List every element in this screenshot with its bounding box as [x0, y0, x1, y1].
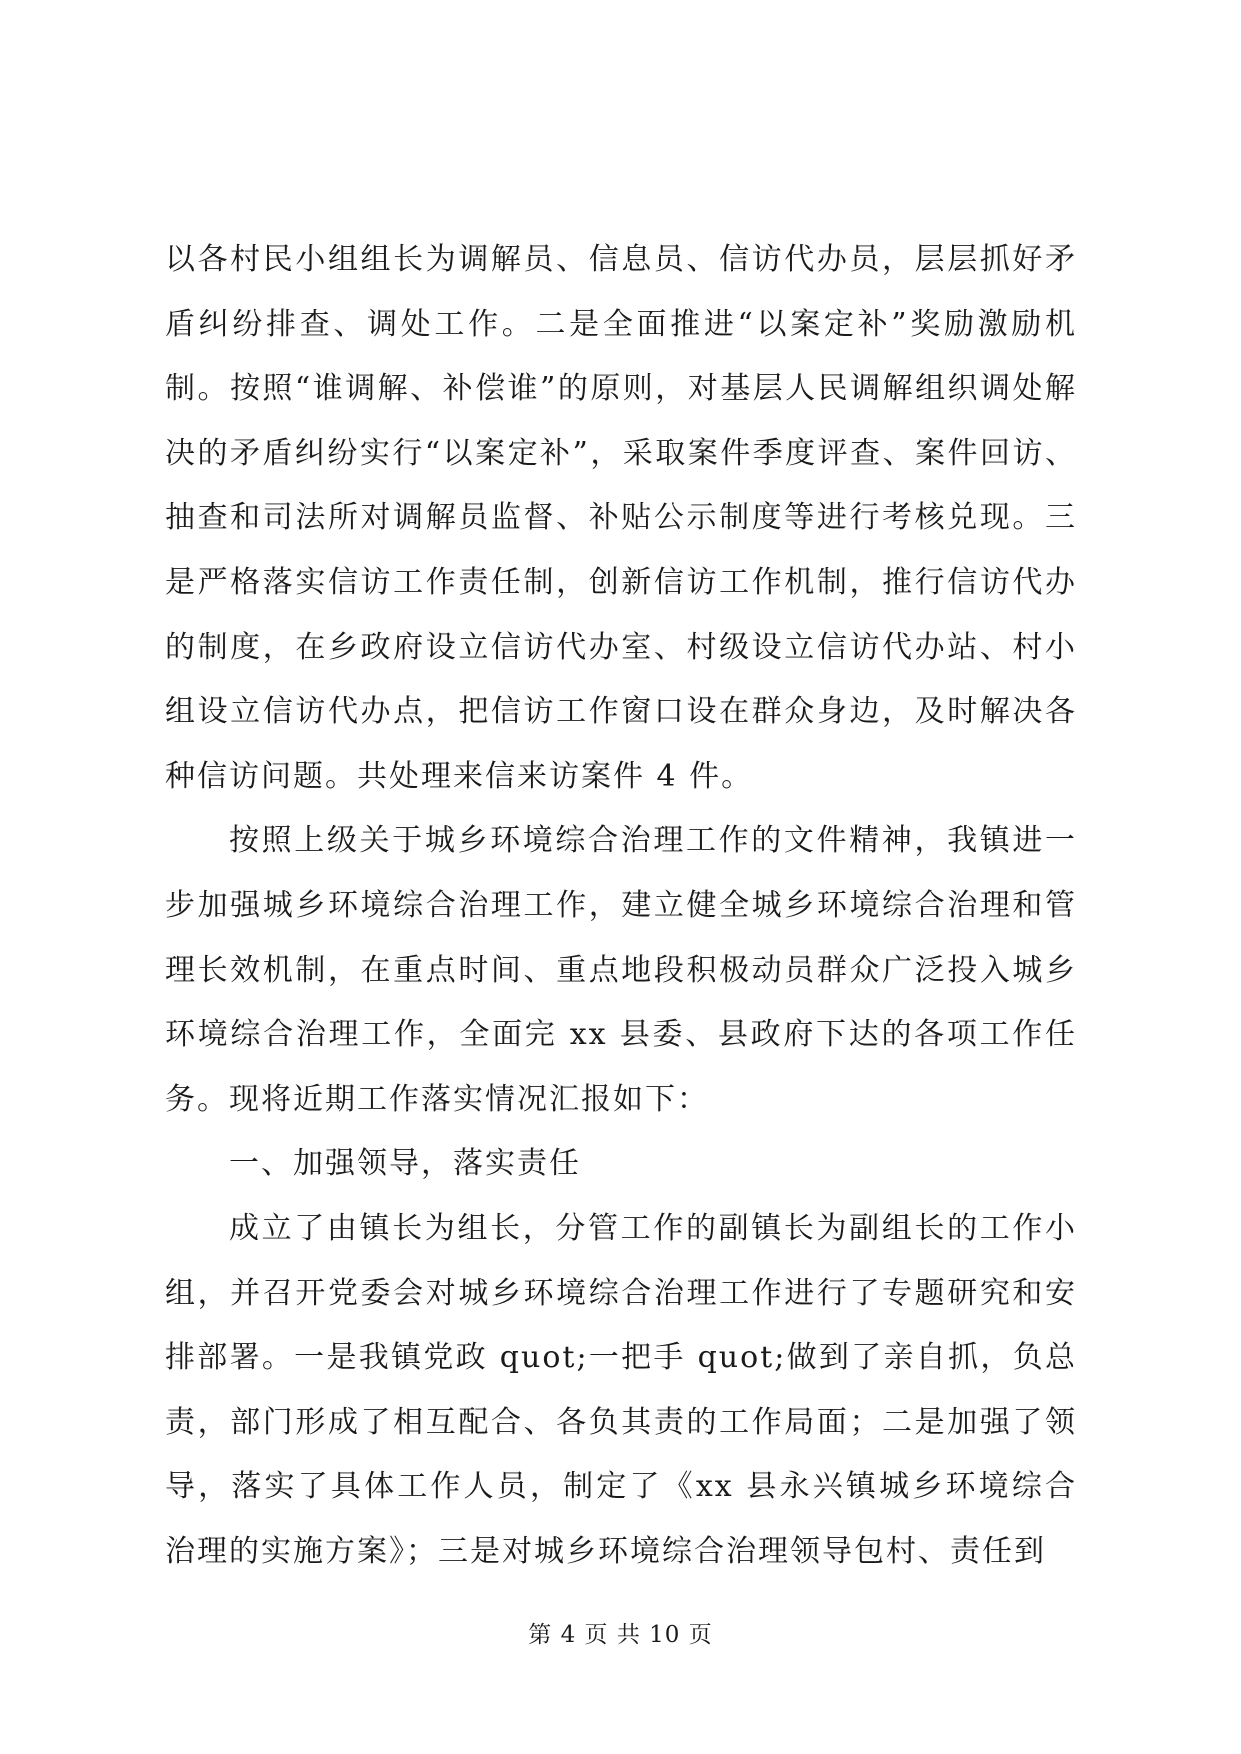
page-number-footer: 第 4 页 共 10 页 — [528, 1622, 713, 1648]
paragraph-leadership: 成立了由镇长为组长，分管工作的副镇长为副组长的工作小组，并召开党委会对城乡环境综合治理工作进行了专题研究和安排部署。一是我镇党政 quot;一把手 quot;做到了亲自抓，负总责，部门形成了相互配合、各负其责的工作局面；二是加强了领导，落实了具体工作人员，制定了《xx 县永兴镇城乡环境综合治理的实施方案》；三是对城乡环境综合治理领导包村、责任到 — [165, 1210, 1077, 1569]
paragraph-continuation: 以各村民小组组长为调解员、信息员、信访代办员，层层抓好矛盾纠纷排查、调处工作。二是全面推进“以案定补”奖励激励机制。按照“谁调解、补偿谁”的原则，对基层人民调解组织调处解决的矛盾纠纷实行“以案定补”，采取案件季度评查、案件回访、抽查和司法所对调解员监督、补贴公示制度等进行考核兑现。三是严格落实信访工作责任制，创新信访工作机制，推行信访代办的制度，在乡政府设立信访代办室、村级设立信访代办站、村小组设立信访代办点，把信访工作窗口设在群众身边，及时解决各种信访问题。共处理来信来访案件 4 件。 — [165, 242, 1077, 794]
document-body — [165, 228, 1077, 1584]
paragraph-intro: 按照上级关于城乡环境综合治理工作的文件精神，我镇进一步加强城乡环境综合治理工作，建立健全城乡环境综合治理和管理长效机制，在重点时间、重点地段积极动员群众广泛投入城乡环境综合治理工作，全面完 xx 县委、县政府下达的各项工作任务。现将近期工作落实情况汇报如下： — [165, 823, 1077, 1117]
section-heading: 一、加强领导，落实责任 — [229, 1146, 581, 1182]
